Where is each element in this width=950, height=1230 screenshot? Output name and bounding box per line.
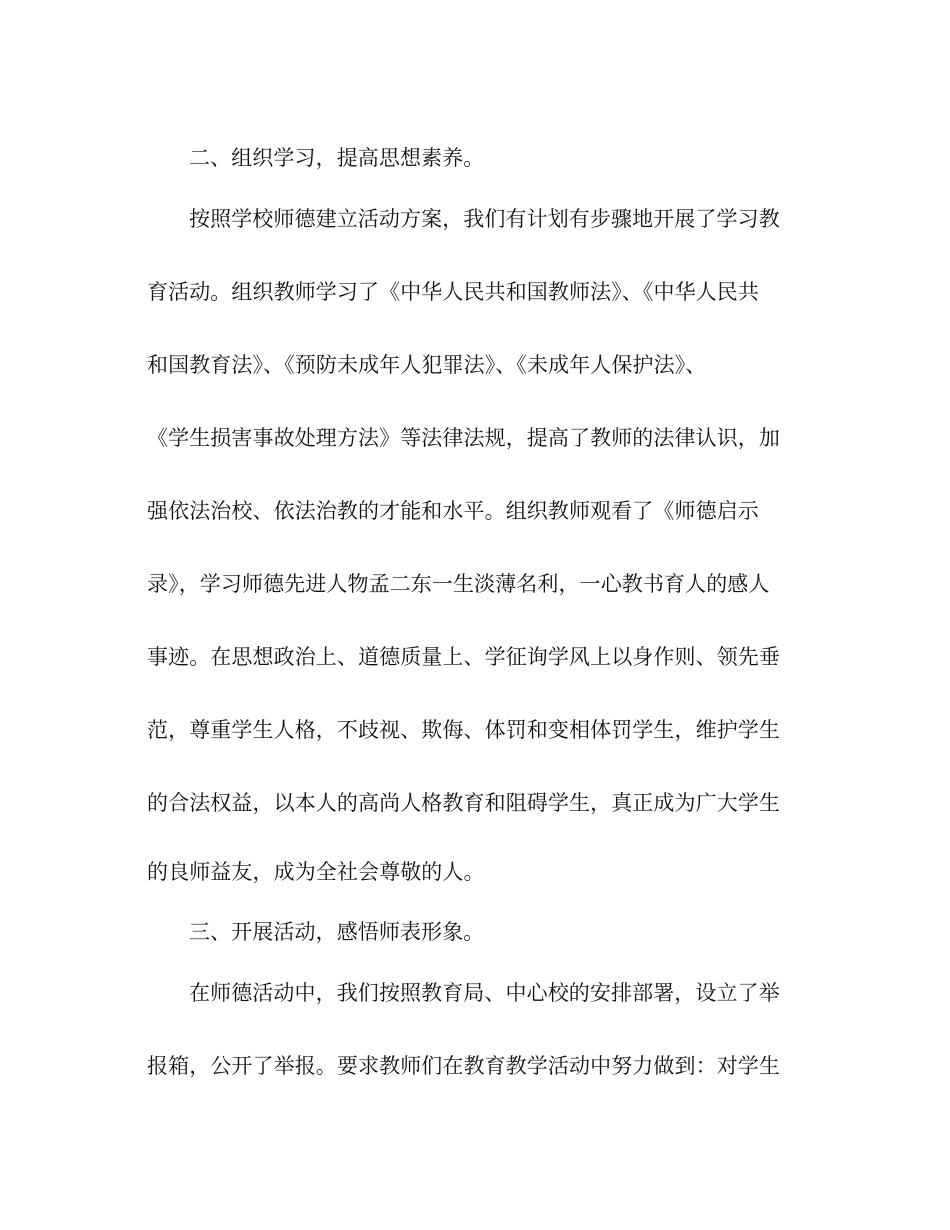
paragraph-line: 和国教育法》、《预防未成年人犯罪法》、《未成年人保护法》、 [147, 353, 707, 377]
paragraph-line: 事迹。在思想政治上、道德质量上、学征询学风上以身作则、领先垂 [147, 645, 780, 669]
paragraph-line: 录》，学习师德先进人物孟二东一生淡薄名利，一心教书育人的感人 [147, 572, 770, 596]
paragraph-line: 在师德活动中，我们按照教育局、中心校的安排部署，设立了举 [189, 981, 780, 1005]
paragraph-line: 《学生损害事故处理方法》等法律法规，提高了教师的法律认识，加 [147, 426, 780, 450]
paragraph-line: 报箱，公开了举报。要求教师们在教育教学活动中努力做到：对学生 [147, 1054, 780, 1078]
paragraph-line: 育活动。组织教师学习了《中华人民共和国教师法》、《中华人民共 [147, 280, 759, 304]
paragraph-line: 范，尊重学生人格，不歧视、欺侮、体罚和变相体罚学生，维护学生 [147, 718, 780, 742]
section-heading: 二、组织学习，提高思想素养。 [189, 146, 485, 170]
paragraph-line: 的良师益友，成为全社会尊敬的人。 [147, 860, 485, 884]
paragraph-line: 强依法治校、依法治教的才能和水平。组织教师观看了《师德启示 [147, 499, 759, 523]
paragraph-line: 的合法权益，以本人的高尚人格教育和阻碍学生，真正成为广大学生 [147, 791, 780, 815]
section-heading: 三、开展活动，感悟师表形象。 [189, 920, 485, 944]
paragraph-line: 按照学校师德建立活动方案，我们有计划有步骤地开展了学习教 [189, 207, 780, 231]
